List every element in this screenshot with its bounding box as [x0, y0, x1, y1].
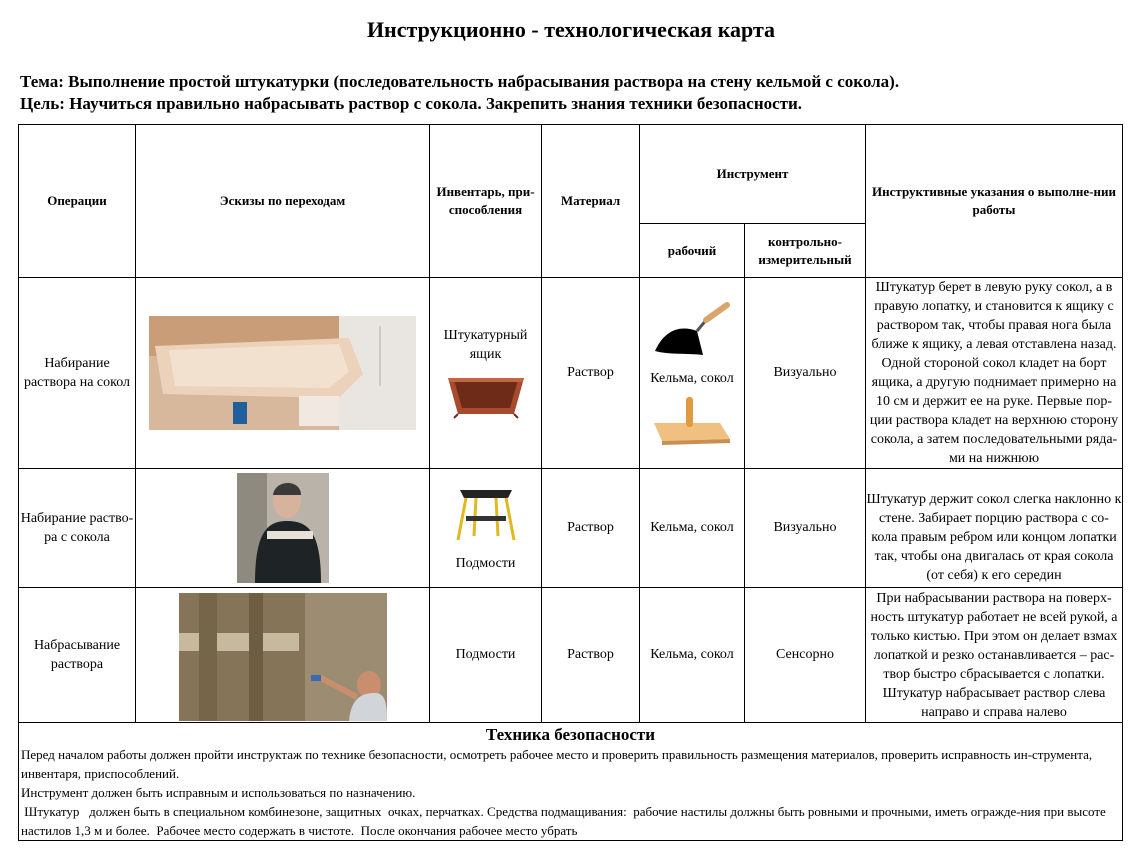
goal-line: Цель: Научиться правильно набрасывать раствор с сокола. Закрепить знания техники безопасности. — [20, 94, 803, 113]
header-instructions: Инструктивные указания о выполне-нии работы — [866, 125, 1123, 278]
inventory-cell — [430, 278, 542, 469]
operation-cell: Набирание раство-ра с сокола — [19, 469, 136, 588]
tool-control-cell: Сенсорно — [745, 588, 866, 723]
instruction-cell: При набрасывании раствора на поверх-ность штукатур работает не всей рукой, а только кистью. При этом он делает взмах лопаткой и резко останавливается – рас-твор быстро сбрасывается с лопатки. Штукатур набрасывает раствор слева направо и справа налево — [866, 588, 1123, 723]
plaster-box-icon — [444, 370, 528, 420]
material-cell: Раствор — [542, 469, 640, 588]
inventory-cell — [430, 469, 542, 588]
table-row — [19, 278, 1123, 469]
plasterer-photo — [237, 473, 329, 583]
operation-cell: Набирание раствора на сокол — [19, 278, 136, 469]
inventory-cell: Подмости — [430, 588, 542, 723]
tool-control-cell: Визуально — [745, 469, 866, 588]
material-cell: Раствор — [542, 588, 640, 723]
technology-card-table — [18, 124, 1123, 841]
table-row — [19, 469, 1123, 588]
header-tool-work: рабочий — [640, 224, 745, 278]
hawk-icon — [650, 395, 734, 445]
tool-control-cell: Визуально — [745, 278, 866, 469]
sketch-cell — [136, 469, 430, 588]
header-material: Материал — [542, 125, 640, 278]
material-cell: Раствор — [542, 278, 640, 469]
trowel-icon — [651, 301, 733, 363]
scaffold-stool-icon — [452, 484, 520, 542]
instruction-cell: Штукатур берет в левую руку сокол, а в правую лопатку, и становится к ящику с раствором так, чтобы правая нога была ближе к ящику, а левая отставлена назад. Одной стороной сокол кладет на борт ящика, а другую поднимает примерно на 10 см и держит ее на руке. Первые пор-ции раствора кладет на верхнюю сторону сокола, а затем последовательными ряда-ми на нижнюю — [866, 278, 1123, 469]
safety-row — [19, 723, 1123, 841]
safety-paragraph: Инструмент должен быть исправным и использоваться по назначению. — [21, 785, 416, 800]
table-row — [19, 588, 1123, 723]
wall-plastering-photo — [179, 593, 387, 721]
safety-cell — [19, 723, 1123, 841]
inventory-label: Штукатурный ящик — [443, 328, 528, 362]
header-tool-control: контрольно-измерительный — [745, 224, 866, 278]
header-operations: Операции — [19, 125, 136, 278]
tool-work-cell: Кельма, сокол — [640, 588, 745, 723]
safety-title: Техника безопасности — [485, 725, 656, 744]
operation-cell: Набрасывание раствора — [19, 588, 136, 723]
safety-paragraph: Перед началом работы должен пройти инструктаж по технике безопасности, осмотреть рабочее место и проверить правильность размещения материалов, проверить исправность ин-струмента, инвентаря, приспособлений. — [21, 747, 1093, 781]
theme-line: Тема: Выполнение простой штукатурки (последовательность набрасывания раствора на стену кельмой с сокола). — [20, 72, 900, 91]
sketch-cell — [136, 278, 430, 469]
tool-work-cell — [640, 278, 745, 469]
safety-text — [19, 745, 1122, 840]
sketch-cell — [136, 588, 430, 723]
header-sketches: Эскизы по переходам — [136, 125, 430, 278]
tool-work-label: Кельма, сокол — [650, 371, 734, 386]
header-tool: Инструмент — [640, 125, 866, 224]
document-title: Инструкционно - технологическая карта — [366, 17, 776, 42]
instruction-cell: Штукатур держит сокол слегка наклонно к стене. Забирает порцию раствора с со-кола правым ребром или концом лопатки так, чтобы она двигалась от края сокола (от себя) к его середин — [866, 469, 1123, 588]
inventory-label: Подмости — [455, 556, 516, 571]
header-inventory: Инвентарь, при-способления — [430, 125, 542, 278]
tool-work-cell: Кельма, сокол — [640, 469, 745, 588]
plaster-hawk-photo — [149, 316, 416, 430]
safety-paragraph: Штукатур должен быть в специальном комбинезоне, защитных очках, перчатках. Средства подмащивания: рабочие настилы должны быть ровными и прочными, иметь огражде-ния при высоте настилов 1,3 м и более. Рабочее место содержать в чистоте. После окончания рабочее место убрать — [21, 804, 1110, 838]
